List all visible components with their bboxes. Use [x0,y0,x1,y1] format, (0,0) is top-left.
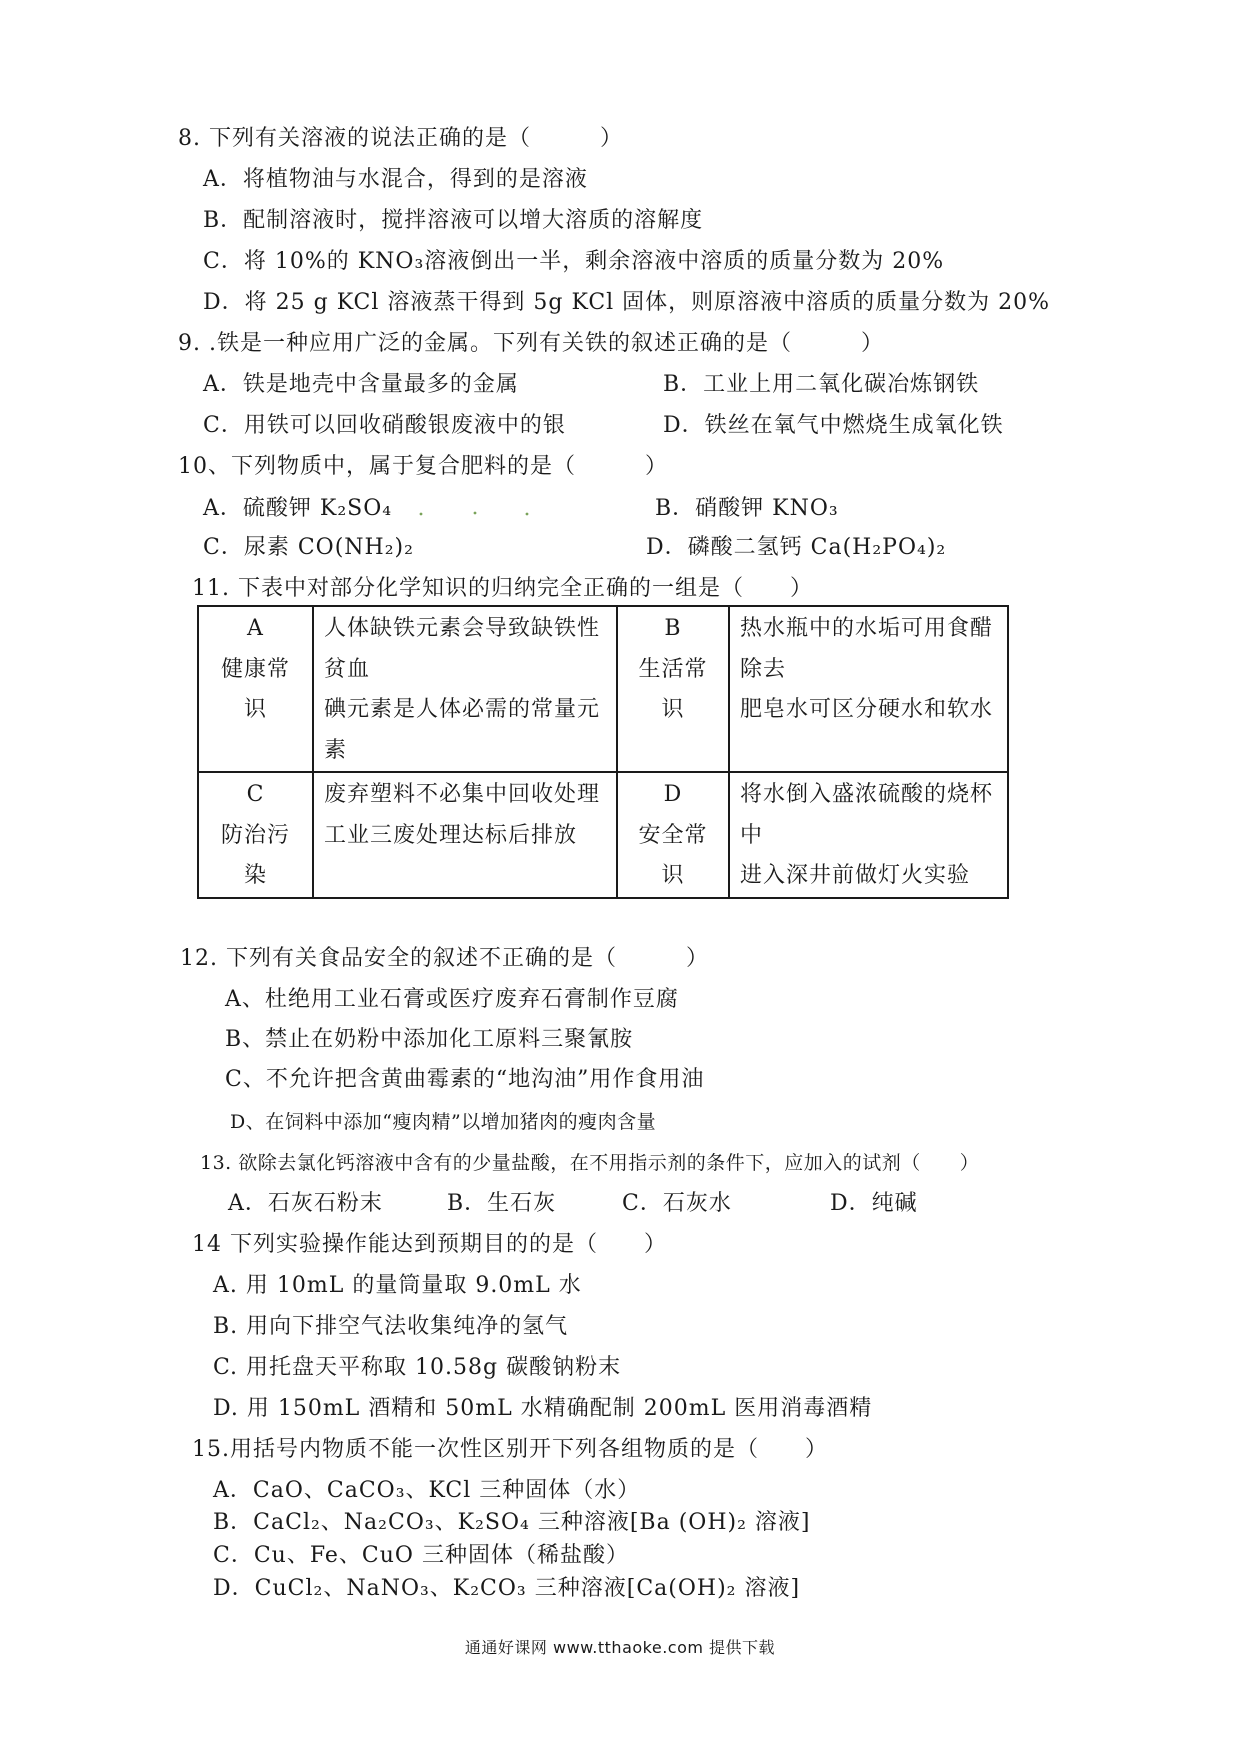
q14-option-d: D. 用 150mL 酒精和 50mL 水精确配制 200mL 医用消毒酒精 [213,1396,873,1421]
q11-c-content-text: 废弃塑料不必集中回收处理 工业三废处理达标后排放 [324,782,601,848]
q14-option-c: C. 用托盘天平称取 10.58g 碳酸钠粉末 [213,1355,622,1380]
q11-c-category-text: C 防治污 染 [220,782,290,888]
q12-option-b: B、禁止在奶粉中添加化工原料三聚氰胺 [225,1027,634,1052]
q11-a-category-text: A 健康常 识 [220,616,290,722]
q8-option-a: A．将植物油与水混合，得到的是溶液 [203,167,588,192]
q12-option-a: A、杜绝用工业石膏或医疗废弃石膏制作豆腐 [225,987,679,1012]
download-footer: 通通好课网 www.tthaoke.com 提供下载 [464,1638,776,1657]
table-row [198,772,1008,898]
q15-option-a: A．CaO、CaCO₃、KCl 三种固体（水） [213,1478,641,1503]
q11-d-content-text: 将水倒入盛浓硫酸的烧杯中 进入深井前做灯火实验 [740,782,994,888]
q12-option-c: C、不允许把含黄曲霉素的“地沟油”用作食用油 [225,1067,705,1092]
q11-d-category-text: D 安全常 识 [638,782,708,888]
q13-option-b: B．生石灰 [447,1191,557,1216]
q14-option-a: A. 用 10mL 的量筒量取 9.0mL 水 [213,1273,582,1298]
q11-b-content-text: 热水瓶中的水垢可用食醋除去 肥皂水可区分硬水和软水 [740,616,994,722]
q15-stem: 15.用括号内物质不能一次性区别开下列各组物质的是（ ） [192,1437,828,1462]
q8-stem: 8. 下列有关溶液的说法正确的是（ ） [178,126,623,151]
q10-option-b: B．硝酸钾 KNO₃ [655,496,839,521]
q14-option-b: B. 用向下排空气法收集纯净的氢气 [213,1314,569,1339]
q13-option-c: C．石灰水 [622,1191,732,1216]
table-row [198,606,1008,772]
q11-cell-a-content [313,606,617,772]
q11-stem: 11. 下表中对部分化学知识的归纳完全正确的一组是（ ） [192,576,813,601]
q11-cell-c-category [198,772,313,898]
q11-cell-d-content [729,772,1008,898]
q11-a-content-text: 人体缺铁元素会导致缺铁性贫血 碘元素是人体必需的常量元素 [324,616,601,763]
q12-option-d: D、在饲料中添加“瘦肉精”以增加猪肉的瘦肉含量 [230,1111,657,1133]
q11-cell-c-content [313,772,617,898]
q13-stem: 13. 欲除去氯化钙溶液中含有的少量盐酸，在不用指示剂的条件下，应加入的试剂（ ） [200,1152,980,1174]
q13-option-a: A．石灰石粉末 [228,1191,383,1216]
q9-option-d: D．铁丝在氧气中燃烧生成氧化铁 [663,413,1004,438]
q8-option-c: C．将 10%的 KNO₃溶液倒出一半，剩余溶液中溶质的质量分数为 20% [203,249,945,274]
q9-option-b: B．工业上用二氧化碳冶炼钢铁 [663,372,980,397]
q15-option-c: C．Cu、Fe、CuO 三种固体（稀盐酸） [213,1543,629,1568]
q11-cell-a-category [198,606,313,772]
q15-option-d: D．CuCl₂、NaNO₃、K₂CO₃ 三种溶液[Ca(OH)₂ 溶液] [213,1576,801,1601]
q10-option-a: A．硫酸钾 K₂SO₄ [203,496,393,521]
q8-option-b: B．配制溶液时，搅拌溶液可以增大溶质的溶解度 [203,208,704,233]
q9-option-c: C．用铁可以回收硝酸银废液中的银 [203,413,566,438]
q8-option-d: D．将 25 g KCl 溶液蒸干得到 5g KCl 固体，则原溶液中溶质的质量分数为 20% [203,290,1051,315]
scan-specks [415,508,545,518]
q9-option-a: A．铁是地壳中含量最多的金属 [203,372,519,397]
q11-cell-d-category [617,772,729,898]
q10-stem: 10、下列物质中，属于复合肥料的是（ ） [178,454,668,479]
q14-stem: 14 下列实验操作能达到预期目的的是（ ） [192,1232,667,1257]
q11-cell-b-content [729,606,1008,772]
q13-option-d: D．纯碱 [830,1191,918,1216]
q12-stem: 12. 下列有关食品安全的叙述不正确的是（ ） [180,946,709,971]
q10-option-c: C．尿素 CO(NH₂)₂ [203,535,414,560]
q15-option-b: B．CaCl₂、Na₂CO₃、K₂SO₄ 三种溶液[Ba (OH)₂ 溶液] [213,1510,811,1535]
q10-option-d: D．磷酸二氢钙 Ca(H₂PO₄)₂ [646,535,947,560]
q9-stem: 9. .铁是一种应用广泛的金属。下列有关铁的叙述正确的是（ ） [178,331,884,356]
q11-knowledge-table [197,605,1009,899]
q11-b-category-text: B 生活常 识 [638,616,708,722]
q11-cell-b-category [617,606,729,772]
